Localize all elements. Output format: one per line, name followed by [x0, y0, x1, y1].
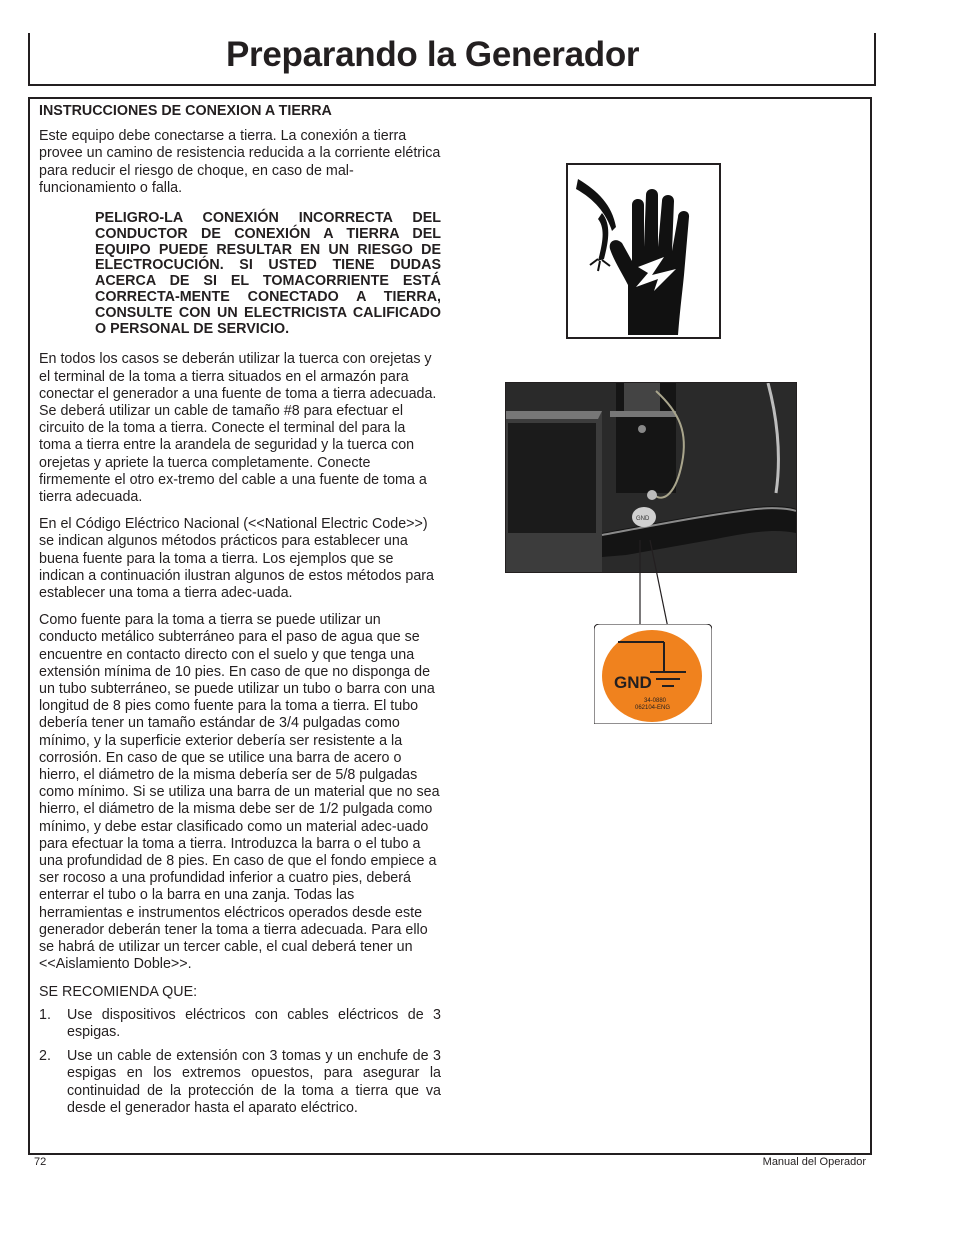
recommend-heading: SE RECOMIENDA QUE:: [39, 983, 198, 1000]
page-title: Preparando la Generador: [226, 35, 640, 74]
paragraph-ground-source: Como fuente para la toma a tierra se puede utilizar un conducto metálico subterráneo para el paso de agua que se encuentre en contacto directo con el suelo y que tenga una extensión mínima de 10 pies. En caso de que no disponga de un tubo subterráneo, se puede utilizar un tubo o barra con una longitud de 8 pies como fuente para la toma a tierra. El tubo debería tener un tamaño estándar de 3/4 pulgadas como mínimo, y la superficie exterior debería ser resistente a la corrosión. En caso de que se utilice una barra de acero o hierro, el diámetro de la misma debería ser de 5/8 pulgadas como mínimo. Si se utiliza una barra de un material que no sea hierro, el diámetro de la misma debe ser de 1/2 pulgada como mínimo, y debe estar clasificado como un material adec-uado para efectuar la toma a tierra. Introduzca la barra o el tubo a una profundidad de 8 pies. En caso de que el fondo empiece a ser rocoso a una profundidad inferior a cuatro pies, deberá enterrar el tubo o la barra en una zanja. Todas las herramientas e instrumentos eléctricos operados desde este generador deberán tener la toma a tierra adecuada. Para ello se habrá de utilizar un tercer cable, el cual deberá tener un <<Aislamiento Doble>>.: [39, 612, 440, 973]
gnd-text: GND: [614, 673, 652, 692]
part-code: 062104-ENG: [635, 705, 671, 711]
electric-shock-hazard-icon: [566, 163, 721, 339]
danger-warning: PELIGRO-LA CONEXIÓN INCORRECTA DEL CONDUCTOR DE CONEXIÓN A TIERRA DEL EQUIPO PUEDE RESULTAR EN UN RIESGO DE ELECTROCUCIÓN. SI USTED TIENE DUDAS ACERCA DE SI EL TOMACORRIENTE ESTÁ CORRECTA-MENTE CONECTADO A TIERRA, CONSULTE CON UN ELECTRICISTA CALIFICADO O PERSONAL DE SERVICIO.: [95, 210, 441, 337]
list-item: [39, 1048, 441, 1117]
gnd-label-callout: [594, 624, 712, 724]
photo-gnd-tag: GND: [636, 516, 650, 522]
part-number: 34-0880: [644, 698, 667, 704]
paragraph-nec: En el Código Eléctrico Nacional (<<National Electric Code>>) se indican algunos métodos prácticos para establecer una buena fuente para la toma a tierra. Los ejemplos que se indican a continuación ilustran algunos de estos métodos para establecer una toma a tierra adec-uada.: [39, 516, 435, 602]
list-number: 1.: [39, 1006, 51, 1023]
page-number: 72: [34, 1156, 47, 1168]
list-text: Use dispositivos eléctricos con cables eléctricos de 3 espigas.: [67, 1006, 441, 1040]
text-column: [39, 103, 441, 1124]
section-heading: INSTRUCCIONES DE CONEXION A TIERRA: [39, 103, 332, 119]
manual-name: Manual del Operador: [762, 1156, 866, 1168]
content-frame: [28, 97, 872, 1155]
intro-paragraph: Este equipo debe conectarse a tierra. La conexión a tierra provee un camino de resistencia reducida a la corriente elétrica para reducir el riesgo de choque, en caso de mal-funcionamiento o falla.: [39, 128, 441, 196]
list-text: Use un cable de extensión con 3 tomas y un enchufe de 3 espigas en los extremos opuestos, para asegurar la continuidad de la protección de la toma a tierra que va desde el generador hasta el aparato eléctrico.: [67, 1048, 441, 1116]
list-number: 2.: [39, 1048, 51, 1065]
paragraph-lug-nut: En todos los casos se deberán utilizar la tuerca con orejetas y el terminal de la toma a tierra situados en el armazón para conectar el generador a una fuente de toma a tierra adecuada. Se deberá utilizar un cable de tamaño #8 para efectuar el circuito de la toma a tierra. Conecte el terminal del para la toma a tierra entre la arandela de seguridad y la tuerca con orejetas y apriete la tuerca completamente. Conecte firmemente el otro ex-tremo del cable a una fuente de toma a tierra adecuada.: [39, 351, 437, 506]
list-item: [39, 1007, 441, 1041]
ground-terminal-photo: [505, 382, 797, 573]
title-box: [28, 33, 876, 86]
